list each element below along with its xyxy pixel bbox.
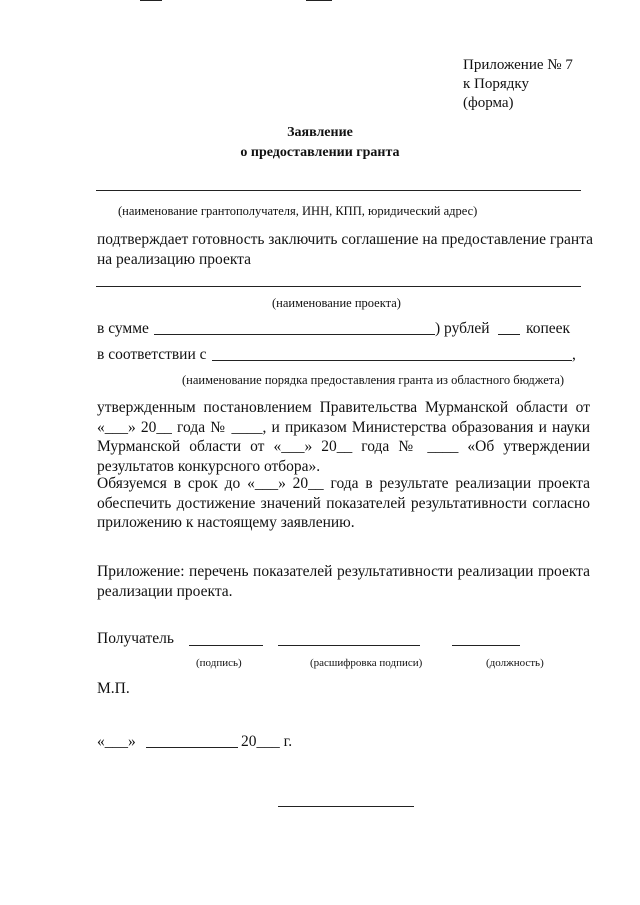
- sum-kopecks: копеек: [526, 320, 571, 337]
- sum-amount-line: [154, 334, 435, 335]
- obligation-line-3: приложению к настоящему заявлению.: [97, 514, 355, 531]
- attachment-line-2: реализации проекта.: [97, 582, 233, 600]
- decoding-caption: (расшифровка подписи): [310, 657, 423, 669]
- recipient-label: Получатель: [97, 630, 174, 647]
- document-subtitle: о предоставлении гранта: [240, 145, 400, 160]
- grantee-field-line: [96, 190, 581, 191]
- approved-line-3: Мурманской области от «___» 20__ года № ____ «Об утверждении: [97, 438, 590, 455]
- approved-line-2: «___» 20__ года № ____, и приказом Министерства образования и науки: [97, 418, 590, 436]
- date-month-line: [146, 747, 238, 748]
- date-year: 20___ г.: [241, 733, 293, 750]
- signature-caption: (подпись): [196, 657, 242, 669]
- seal-label: М.П.: [97, 680, 130, 697]
- sum-rubles: ) рублей: [435, 320, 490, 337]
- grantee-caption: (наименование грантополучателя, ИНН, КПП, юридический адрес): [118, 204, 478, 218]
- accordance-suffix: ,: [572, 346, 576, 363]
- decoding-line: [278, 645, 420, 646]
- obligation-line-1: Обязуемся в срок до «___» 20__ года в результате реализации проекта: [97, 475, 590, 492]
- date-day: «___»: [97, 733, 136, 750]
- approved-paragraph: [97, 398, 590, 476]
- approved-line-1: утвержденным постановлением Правительства Мурманской области от: [97, 399, 590, 416]
- annex-line-2: к Порядку: [463, 76, 529, 92]
- accordance-prefix: в соответствии с: [97, 346, 207, 363]
- top-mark-right: [306, 0, 332, 1]
- accordance-field-line: [212, 360, 572, 361]
- sum-prefix: в сумме: [97, 320, 149, 337]
- obligation-line-2: обеспечить достижение значений показателей результативности согласно: [97, 494, 590, 512]
- signature-line: [189, 645, 263, 646]
- confirm-line-2: на реализацию проекта: [97, 250, 251, 268]
- document-title: Заявление: [287, 125, 353, 140]
- project-caption: (наименование проекта): [272, 296, 401, 310]
- approved-line-4: результатов конкурсного отбора».: [97, 457, 321, 475]
- annex-block: [463, 56, 573, 113]
- annex-line-3: (форма): [463, 95, 514, 111]
- project-field-line: [96, 286, 581, 287]
- sum-kopecks-line: [498, 334, 520, 335]
- confirm-line-1: подтверждает готовность заключить соглашение на предоставление гранта: [97, 231, 594, 248]
- annex-line-1: Приложение № 7: [463, 57, 573, 73]
- position-line: [452, 645, 520, 646]
- attachment-line-1: Приложение: перечень показателей результативности реализации проекта: [97, 563, 590, 580]
- confirm-text: [97, 230, 594, 269]
- attachment-paragraph: [97, 562, 590, 601]
- procedure-caption: (наименование порядка предоставления гранта из областного бюджета): [182, 373, 565, 387]
- bottom-signature-line: [278, 806, 414, 807]
- obligation-paragraph: [97, 474, 590, 533]
- top-mark-left: [140, 0, 162, 1]
- position-caption: (должность): [486, 657, 544, 669]
